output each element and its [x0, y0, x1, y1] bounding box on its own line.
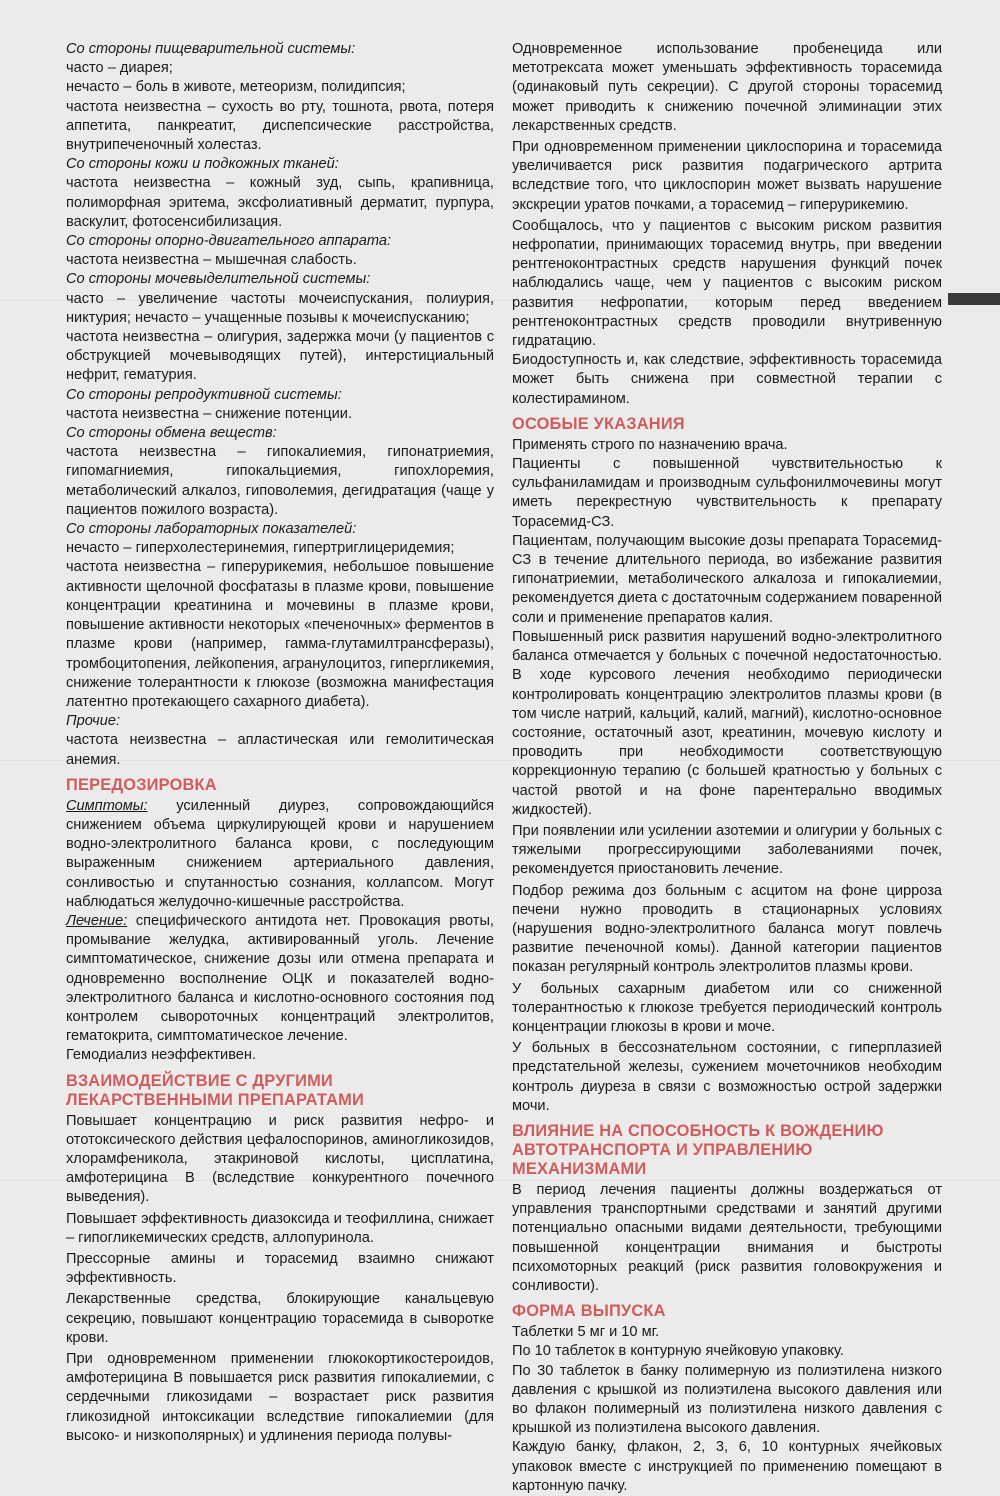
paragraph: Пациенты с повышенной чувствительностью к сульфаниламидам и производным сульфонилмочевины могут иметь перекрестную чувствительность к препарату Торасемид-СЗ. — [512, 456, 942, 530]
paragraph: Повышает концентрацию и риск развития нефро- и ототоксического действия цефалоспоринов, аминогликозидов, хлорамфеникола, этакриновой кислоты, цисплатина, амфотерицина В (вследствие конкурентного почечного выведения). — [66, 1112, 494, 1206]
paragraph: Лекарственные средства, блокирующие канальцевую секрецию, повышают концентрацию торасемида в сыворотке крови. — [66, 1291, 494, 1346]
side-effects-section — [66, 40, 494, 770]
list-item: часто – диарея; — [66, 60, 173, 77]
left-column — [66, 40, 494, 1446]
symptoms-text: усиленный диурез, сопровождающийся снижением объема циркулирующей крови и нарушением водно-электролитного баланса крови, с последующим выраженным снижением артериального давления, сонливостью и спутанностью сознания, коллапсом. Могут наблюдаться желудочно-кишечные расстройства. — [66, 797, 494, 910]
list-item: частота неизвестна – гипокалиемия, гипонатриемия, гипомагниемия, гипокальциемия, гипохлоремия, метаболический алкалоз, гиповолемия, дегидратация (чаще у пациентов пожилого возраста). — [66, 444, 494, 518]
paragraph: Одновременное использование пробенецида или метотрексата может уменьшать эффективность торасемида (одинаковый путь секреции). С другой стороны торасемид может приводить к снижению почечной элиминации этих лекарственных средств. — [512, 41, 942, 134]
paragraph: При появлении или усилении азотемии и олигурии у больных с тяжелыми прогрессирующими заболеваниями почек, рекомендуется приостановить лечение. — [512, 822, 942, 878]
paragraph: У больных в бессознательном состоянии, с гиперплазией предстательной железы, сужением мочеточников необходим контроль диуреза в связи с возможностью острой задержки мочи. — [512, 1040, 942, 1114]
paragraph: Сообщалось, что у пациентов с высоким риском развития нефропатии, принимающих торасемид внутрь, при введении рентгеноконтрастных средств нарушения функций почек наблюдались чаще, чем у пациентов с высоким риском развития нефропатии, которым перед введением рентгеноконтрастных средств проводили внутривенную гидратацию. — [512, 217, 942, 350]
paragraph: По 30 таблеток в банку полимерную из полиэтилена низкого давления с крышкой из полиэтилена высокого давления или во флакон полимерный из полиэтилена низкого давления с крышкой из полиэтилена высокого давления. — [512, 1362, 942, 1437]
subheading-musculoskeletal: Со стороны опорно-двигательного аппарата: — [66, 233, 392, 250]
subheading-digestive: Со стороны пищеварительной системы: — [66, 41, 356, 57]
paragraph: У больных сахарным диабетом или со сниженной толерантностью к глюкозе требуется периодический контроль концентрации глюкозы в крови и моче. — [512, 980, 942, 1035]
paragraph: Пациентам, получающим высокие дозы препарата Торасемид-СЗ в течение длительного периода, во избежание развития гипонатриемии, метаболического алкалоза и гипокалиемии, рекомендуется диета с достаточным содержанием поваренной соли и применение препаратов калия. — [512, 532, 942, 626]
driving-section — [512, 1122, 942, 1296]
interaction-continued — [512, 40, 942, 409]
list-item: частота неизвестна – кожный зуд, сыпь, крапивница, полиморфная эритема, эксфолиативный дерматит, пурпура, васкулит, фотосенсибилизация. — [66, 175, 494, 230]
paragraph: Применять строго по назначению врача. — [512, 436, 788, 453]
list-item: частота неизвестна – мышечная слабость. — [66, 252, 357, 269]
section-title-overdose: ПЕРЕДОЗИРОВКА — [66, 775, 217, 794]
list-item: часто – увеличение частоты мочеиспускания, полиурия, никтурия; нечасто – учащенные позывы к мочеиспусканию; — [66, 290, 494, 326]
paragraph: Повышает эффективность диазоксида и теофиллина, снижает – гипогликемических средств, аллопуринола. — [66, 1210, 494, 1246]
paragraph: В период лечения пациенты должны воздержаться от управления транспортными средствами и занятий другими потенциально опасными видами деятельности, требующими повышенной концентрации внимания и быстроты психомоторных реакций (риск развития головокружения и сонливости). — [512, 1181, 942, 1294]
paragraph: При одновременном применении циклоспорина и торасемида увеличивается риск развития подагрического артрита вследствие того, что циклоспорин может вызвать нарушение экскреции уратов почками, а торасемид – гиперурикемию. — [512, 139, 942, 213]
subheading-other: Прочие: — [66, 713, 120, 730]
right-column — [512, 40, 942, 1496]
subheading-skin: Со стороны кожи и подкожных тканей: — [66, 156, 339, 173]
paragraph: Каждую банку, флакон, 2, 3, 6, 10 контурных ячейковых упаковок вместе с инструкцией по применению помещают в картонную пачку. — [512, 1439, 942, 1494]
list-item: нечасто – боль в животе, метеоризм, полидипсия; — [66, 79, 406, 96]
subheading-lab: Со стороны лабораторных показателей: — [66, 521, 357, 538]
treatment-text: специфического антидота нет. Провокация рвоты, промывание желудка, активированный уголь. Лечение симптоматическое, снижение дозы или отмена препарата и одновременно восполнение ОЦК и показателей водно-электролитного баланса и кислотно-основного состояния под контролем сывороточных концентраций электролитов, гематокрита, симптоматическое лечение. — [66, 912, 494, 1045]
interaction-section — [66, 1072, 494, 1446]
list-item: частота неизвестна – гиперурикемия, небольшое повышение активности щелочной фосфатазы в плазме крови, повышение концентрации креатинина и мочевины в плазме крови, повышение активности некоторых «печеночных» ферментов в плазме крови (например, гамма-глутамилтрансферазы), тромбоцитопения, лейкопения, агранулоцитоз, гипергликемия, снижение толерантности к глюкозе (возможна манифестация латентно протекающего сахарного диабета). — [66, 559, 494, 710]
section-title-release: ФОРМА ВЫПУСКА — [512, 1302, 666, 1321]
paragraph: Биодоступность и, как следствие, эффективность торасемида может быть снижена при совместной терапии с колестирамином. — [512, 352, 942, 407]
paragraph: По 10 таблеток в контурную ячейковую упаковку. — [512, 1343, 844, 1360]
paragraph: Подбор режима доз больным с асцитом на фоне цирроза печени нужно проводить в стационарных условиях (нарушения водно-электролитного баланса могут повлечь развитие печеночной комы). Данной категории пациентов показан регулярный контроль электролитов плазмы крови. — [512, 882, 942, 976]
paragraph: Прессорные амины и торасемид взаимно снижают эффективность. — [66, 1250, 494, 1287]
special-instructions-section — [512, 415, 942, 1116]
subheading-urinary: Со стороны мочевыделительной системы: — [66, 271, 371, 288]
paragraph: При одновременном применении глюкокортикостероидов, амфотерицина В повышается риск развития гипокалиемии, с сердечными гликозидами – возрастает риск развития гликозидной интоксикации вследствие гипокалиемии (для высоко- и низкополярных) и удлинения периода полувы- — [66, 1351, 494, 1444]
dialysis-note: Гемодиализ неэффективен. — [66, 1047, 257, 1064]
paragraph: Повышенный риск развития нарушений водно-электролитного баланса отмечается у больных с почечной недостаточностью. В ходе курсового лечения необходимо периодически контролировать концентрацию электролитов плазмы крови (в том числе натрий, кальций, калий, магний), кислотно-основное состояние, остаточный азот, креатинин, мочевую кислоту и проводить при необходимости соответствующую коррекционную терапию (с большей кратностью у больных с частой рвотой и на фоне парентерально вводимых жидкостей). — [512, 628, 942, 818]
subheading-metabolism: Со стороны обмена веществ: — [66, 425, 277, 442]
list-item: нечасто – гиперхолестеринемия, гипертриглицеридемия; — [66, 540, 455, 557]
overdose-section — [66, 776, 494, 1066]
list-item: частота неизвестна – олигурия, задержка мочи (у пациентов с обструкцией мочевыводящих путей), интерстициальный нефрит, гематурия. — [66, 329, 494, 384]
list-item: частота неизвестна – апластическая или гемолитическая анемия. — [66, 732, 494, 768]
section-title-special: ОСОБЫЕ УКАЗАНИЯ — [512, 414, 685, 433]
edge-tab-marker — [948, 293, 1000, 305]
section-title-driving: ВЛИЯНИЕ НА СПОСОБНОСТЬ К ВОЖДЕНИЮ АВТОТРАНСПОРТА И УПРАВЛЕНИЮ МЕХАНИЗМАМИ — [512, 1121, 884, 1178]
list-item: частота неизвестна – сухость во рту, тошнота, рвота, потеря аппетита, панкреатит, диспепсические расстройства, внутрипеченочный холестаз. — [66, 98, 494, 154]
treatment-label: Лечение: — [66, 912, 128, 929]
paragraph: Таблетки 5 мг и 10 мг. — [512, 1324, 660, 1341]
list-item: частота неизвестна – снижение потенции. — [66, 405, 353, 422]
symptoms-label: Симптомы: — [66, 797, 148, 814]
section-title-interaction: ВЗАИМОДЕЙСТВИЕ С ДРУГИМИ ЛЕКАРСТВЕННЫМИ ПРЕПАРАТАМИ — [66, 1071, 364, 1109]
subheading-reproductive: Со стороны репродуктивной системы: — [66, 386, 342, 403]
release-form-section — [512, 1302, 942, 1496]
